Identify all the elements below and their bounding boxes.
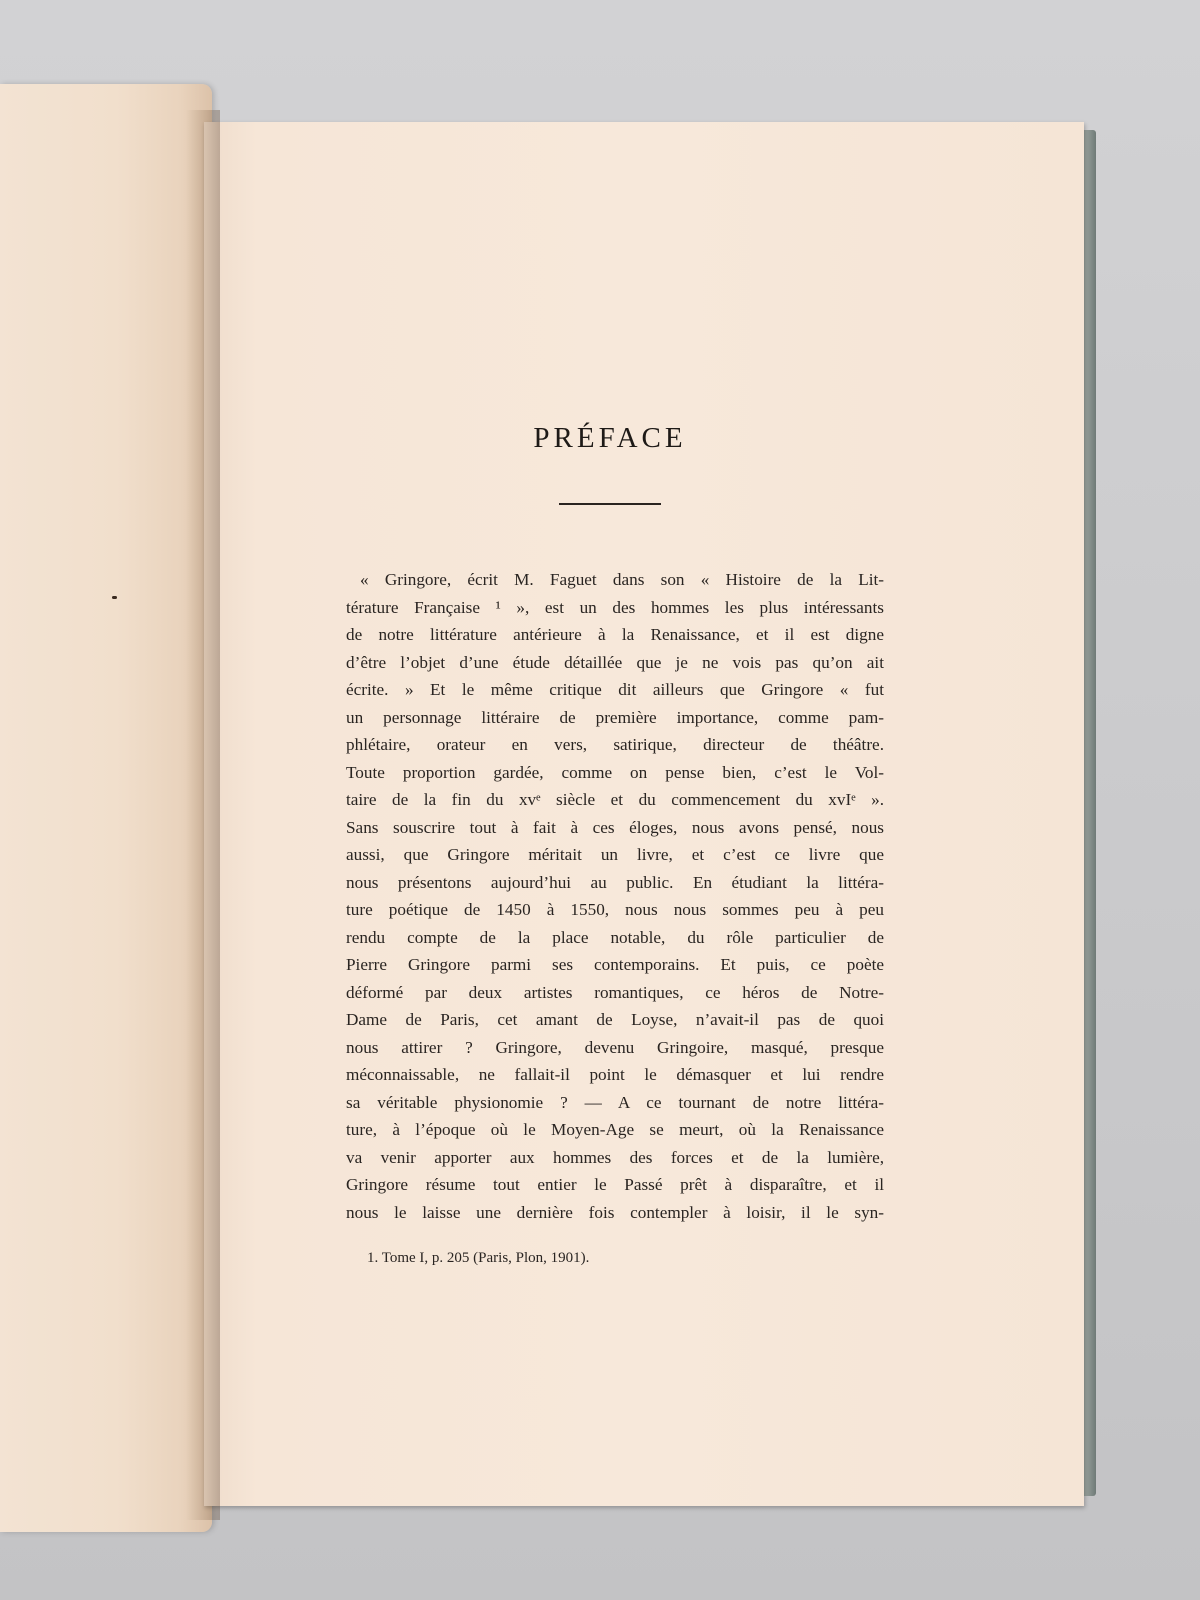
text-line: Toute proportion gardée, comme on pense bien, c’est le Vol- xyxy=(346,762,884,782)
text-line: va venir apporter aux hommes des forces et de la lumière, xyxy=(346,1147,884,1167)
text-line: méconnaissable, ne fallait-il point le démasquer et lui rendre xyxy=(346,1065,884,1084)
title-rule xyxy=(559,503,661,505)
text-line: nous présentons aujourd’hui au public. En étudiant la littéra- xyxy=(346,872,884,892)
text-line: ture poétique de 1450 à 1550, nous nous sommes peu à peu xyxy=(346,900,884,919)
ink-mark xyxy=(112,596,117,599)
text-line: un personnage littéraire de première importance, comme pam- xyxy=(346,707,884,727)
text-line: Gringore résume tout entier le Passé prêt à disparaître, et il xyxy=(346,1175,884,1194)
text-line: sa véritable physionomie ? — A ce tournant de notre littéra- xyxy=(346,1092,884,1112)
text-line: nous le laisse une dernière fois contempler à loisir, il le syn- xyxy=(346,1202,884,1222)
text-line: térature Française ¹ », est un des hommes les plus intéressants xyxy=(346,597,884,617)
footnote: 1. Tome I, p. 205 (Paris, Plon, 1901). xyxy=(367,1250,590,1266)
text-line: de notre littérature antérieure à la Renaissance, et il est digne xyxy=(346,625,884,644)
right-page xyxy=(204,122,1084,1506)
text-line: écrite. » Et le même critique dit ailleurs que Gringore « fut xyxy=(346,680,884,699)
text-line: rendu compte de la place notable, du rôle particulier de xyxy=(346,927,884,947)
page-title: PRÉFACE xyxy=(533,422,687,454)
gutter-shadow xyxy=(186,110,220,1520)
left-page xyxy=(0,84,212,1532)
text-line: phlétaire, orateur en vers, satirique, directeur de théâtre. xyxy=(346,735,884,754)
text-line: Dame de Paris, cet amant de Loyse, n’avait-il pas de quoi xyxy=(346,1010,884,1029)
text-line: d’être l’objet d’une étude détaillée que je ne vois pas qu’on ait xyxy=(346,652,884,672)
preface-body xyxy=(346,566,884,1226)
text-line: ture, à l’époque où le Moyen-Age se meurt, où la Renaissance xyxy=(346,1120,884,1139)
text-line: Sans souscrire tout à fait à ces éloges, nous avons pensé, nous xyxy=(346,817,884,837)
text-line: nous attirer ? Gringore, devenu Gringoire, masqué, presque xyxy=(346,1037,884,1057)
text-line: aussi, que Gringore méritait un livre, et c’est ce livre que xyxy=(346,845,884,864)
text-line: déformé par deux artistes romantiques, ce héros de Notre- xyxy=(346,982,884,1002)
text-line: Pierre Gringore parmi ses contemporains. Et puis, ce poète xyxy=(346,955,884,974)
text-line: « Gringore, écrit M. Faguet dans son « Histoire de la Lit- xyxy=(360,570,884,589)
text-line: taire de la fin du xvᵉ siècle et du commencement du xvIᵉ ». xyxy=(346,790,884,809)
